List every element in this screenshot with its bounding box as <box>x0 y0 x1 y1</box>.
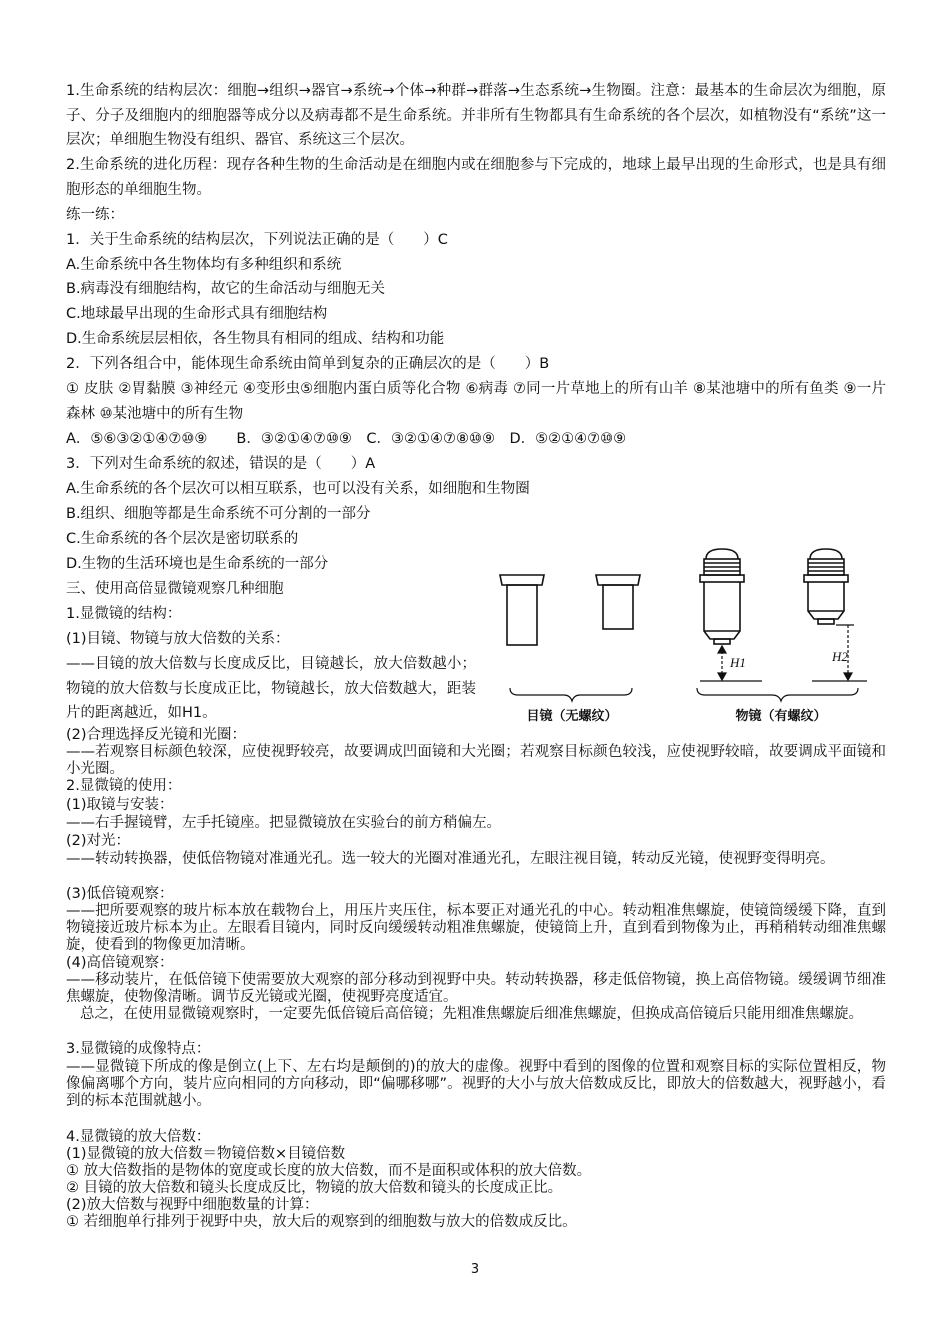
practice-heading: 练一练： <box>66 207 124 223</box>
magnification-note-1: ① 放大倍数指的是物体的宽度或长度的放大倍数，而不是面积或体积的放大倍数。 <box>66 1163 592 1179</box>
q3-option-a: A.生命系统的各个层次可以相互联系，也可以没有关系，如细胞和生物圈 <box>66 481 530 497</box>
lens-diagram <box>492 543 872 728</box>
intro-paragraph-1: 1.生命系统的结构层次：细胞→组织→器官→系统→个体→种群→群落→生态系统→生物圈。注意：最基本的生命层次为细胞，原子、分子及细胞内的细胞器等成分以及病毒都不是生命系统。并非所有生物都具有生命系统的各个层次，如植物没有“系统”这一层次；单细胞生物没有组织、器官、系统这三个层次。 <box>66 83 886 148</box>
q2-stem: 2．下列各组合中，能体现生命系统由简单到复杂的正确层次的是（ ）B <box>66 356 550 372</box>
q3-option-b: B.组织、细胞等都是生命系统不可分割的一部分 <box>66 506 371 522</box>
cell-count-heading: (2)放大倍数与视野中细胞数量的计算： <box>66 1197 319 1213</box>
setup-text: ——右手握镜臂，左手托镜座。把显微镜放在实验台的前方稍偏左。 <box>66 815 501 831</box>
mirror-diaphragm-heading: (2)合理选择反光镜和光圈： <box>66 727 247 743</box>
lens-magnification-text: ——目镜的放大倍数与长度成反比，目镜越长，放大倍数越小；物镜的放大倍数与长度成正比，物镜越长，放大倍数越大，距装片的距离越近，如H1。 <box>66 656 476 721</box>
long-objective-icon <box>700 549 744 644</box>
q1-option-d: D.生命系统层层相依，各生物具有相同的组成、结构和功能 <box>66 331 445 347</box>
h1-label: H1 <box>730 655 746 670</box>
q3-option-c: C.生命系统的各个层次是密切联系的 <box>66 531 299 547</box>
long-eyepiece-icon <box>500 575 544 645</box>
imaging-text: ——显微镜下所成的像是倒立(上下、左右均是颠倒的)的放大的虚像。视野中看到的图像的位置和观察目标的实际位置相反，物像偏离哪个方向，装片应向相同的方向移动，即“偏哪移哪”。视野的大小与放大倍数成反比，即放大的倍数越大，视野越小，看到的标本范围就越小。 <box>66 1059 886 1109</box>
high-power-heading: (4)高倍镜观察： <box>66 955 174 971</box>
objective-caption: 物镜（有螺纹） <box>735 709 827 724</box>
light-alignment-text: ——转动转换器，使低倍物镜对准通光孔。选一较大的光圈对准通光孔，左眼注视目镜，转动反光镜，使视野变得明亮。 <box>66 851 835 867</box>
low-power-heading: (3)低倍镜观察： <box>66 886 174 902</box>
cell-count-note-1: ① 若细胞单行排列于视野中央，放大后的观察到的细胞数与放大的倍数成反比。 <box>66 1214 577 1230</box>
q1-stem: 1．关于生命系统的结构层次，下列说法正确的是（ ）C <box>66 232 448 248</box>
q2-items: ① 皮肤 ②胃黏膜 ③神经元 ④变形虫⑤细胞内蛋白质等化合物 ⑥病毒 ⑦同一片草地上的所有山羊 ⑧某池塘中的所有鱼类 ⑨一片森林 ⑩某池塘中的所有生物 <box>66 381 886 422</box>
magnification-formula: (1)显微镜的放大倍数＝物镜倍数×目镜倍数 <box>66 1146 346 1162</box>
high-power-text: ——移动装片，在低倍镜下使需要放大观察的部分移动到视野中央。转动转换器，移走低倍物镜，换上高倍物镜。缓缓调节细准焦螺旋，使物像清晰。调节反光镜或光圈，使视野亮度适宜。 <box>66 972 886 1005</box>
short-eyepiece-icon <box>596 575 640 629</box>
intro-paragraph-2: 2.生命系统的进化历程：现存各种生物的生命活动是在细胞内或在细胞参与下完成的，地球上最早出现的生命形式，也是具有细胞形态的单细胞生物。 <box>66 157 886 198</box>
microscope-structure-heading: 1.显微镜的结构： <box>66 606 182 622</box>
eyepiece-caption: 目镜（无螺纹） <box>526 709 618 724</box>
page-number: 3 <box>470 1262 480 1277</box>
q1-option-a: A.生命系统中各生物体均有多种组织和系统 <box>66 257 342 273</box>
mirror-diaphragm-text: ——若观察目标颜色较深，应使视野较亮，故要调成凹面镜和大光圈；若观察目标颜色较浅，应使视野较暗，故要调成平面镜和小光圈。 <box>66 744 886 777</box>
q1-option-b: B.病毒没有细胞结构，故它的生命活动与细胞无关 <box>66 281 386 297</box>
microscope-usage-heading: 2.显微镜的使用： <box>66 778 182 794</box>
h2-label: H2 <box>832 649 848 664</box>
q2-options: A．⑤⑥③②①④⑦⑩⑨ B．③②①④⑦⑩⑨ C．③②①④⑦⑧⑩⑨ D．⑤②①④⑦⑩⑨ <box>66 431 627 447</box>
section3-title: 三、使用高倍显微镜观察几种细胞 <box>66 581 284 597</box>
setup-heading: (1)取镜与安装： <box>66 797 174 813</box>
q3-stem: 3．下列对生命系统的叙述，错误的是（ ）A <box>66 456 376 472</box>
imaging-heading: 3.显微镜的成像特点： <box>66 1041 211 1057</box>
low-power-text: ——把所要观察的玻片标本放在载物台上，用压片夹压住，标本要正对通光孔的中心。转动粗准焦螺旋，使镜筒缓缓下降，直到物镜接近玻片标本为止。左眼看目镜内，同时反向缓缓转动粗准焦螺旋，使镜筒上升，直到看到物像为止，再稍稍转动细准焦螺旋，使看到的物像更加清晰。 <box>66 903 886 953</box>
short-objective-icon <box>804 549 848 624</box>
q3-option-d: D.生物的生活环境也是生命系统的一部分 <box>66 556 329 572</box>
light-alignment-heading: (2)对光： <box>66 833 131 849</box>
usage-summary: 总之，在使用显微镜观察时，一定要先低倍镜后高倍镜；先粗准焦螺旋后细准焦螺旋，但换成高倍镜后只能用细准焦螺旋。 <box>80 1006 863 1022</box>
magnification-note-2: ② 目镜的放大倍数和镜头长度成反比，物镜的放大倍数和镜头的长度成正比。 <box>66 1180 563 1196</box>
magnification-heading: 4.显微镜的放大倍数： <box>66 1129 211 1145</box>
lens-magnification-heading: (1)目镜、物镜与放大倍数的关系： <box>66 631 290 647</box>
q1-option-c: C.地球最早出现的生命形式具有细胞结构 <box>66 306 328 322</box>
